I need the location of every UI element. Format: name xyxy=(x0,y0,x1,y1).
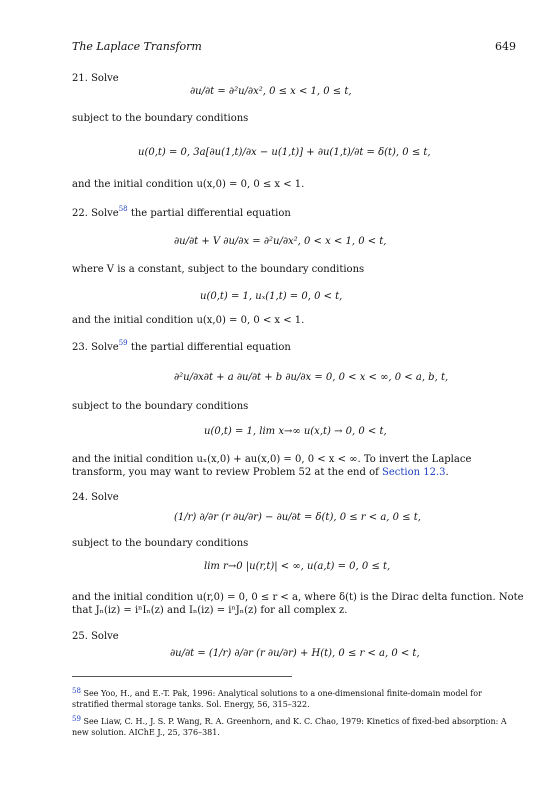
footnote-58 xyxy=(72,686,512,710)
footnote-58-number: 58 xyxy=(72,687,81,695)
problem-21-equation xyxy=(190,86,352,98)
footnote-59-number: 59 xyxy=(72,715,81,723)
problem-23-bc xyxy=(204,426,387,438)
problem-22-label: 22. Solve xyxy=(72,208,119,219)
problem-23-ic-line1: and the initial condition uₓ(x,0) + au(x,0) = 0, 0 < x < ∞. To invert the Laplace xyxy=(72,454,472,465)
problem-23-label: 23. Solve xyxy=(72,342,119,353)
problem-23-label-rest: the partial differential equation xyxy=(127,342,291,353)
problem-23-bc-text: u(0,t) = 1, lim x→∞ u(x,t) → 0, 0 < t, xyxy=(204,426,387,437)
problem-25-label: 25. Solve xyxy=(72,631,119,642)
problem-23-ic-line2-end: . xyxy=(445,467,449,478)
footnote-59 xyxy=(72,714,512,738)
footnote-58-text: See Yoo, H., and E.-T. Pak, 1996: Analytical solutions to a one-dimensional finite-domain model for stratified thermal storage tanks. Sol. Energy, 56, 315–322. xyxy=(72,689,482,709)
problem-23-ic-line2-text: transform, you may want to review Problem 52 at the end of xyxy=(72,467,382,478)
footnote-ref-59[interactable]: 59 xyxy=(118,339,128,347)
problem-23-equation-text: ∂²u/∂x∂t + a ∂u/∂t + b ∂u/∂x = 0, 0 < x < ∞, 0 < a, b, t, xyxy=(174,372,449,383)
problem-22-ic: and the initial condition u(x,0) = 0, 0 < x < 1. xyxy=(72,315,305,326)
footnote-ref-58[interactable]: 58 xyxy=(118,205,128,213)
problem-21-ic: and the initial condition u(x,0) = 0, 0 ≤ x < 1. xyxy=(72,179,305,190)
problem-24-equation-text: (1/r) ∂/∂r (r ∂u/∂r) − ∂u/∂t = δ(t), 0 ≤ r < a, 0 ≤ t, xyxy=(174,512,421,523)
problem-25-equation xyxy=(170,648,420,660)
problem-24-ic-line1: and the initial condition u(r,0) = 0, 0 ≤ r < a, where δ(t) is the Dirac delta function. Note xyxy=(72,592,524,603)
problem-22-after: where V is a constant, subject to the boundary conditions xyxy=(72,264,365,275)
problem-24-after: subject to the boundary conditions xyxy=(72,538,249,549)
problem-24-bc xyxy=(204,561,390,573)
running-title: The Laplace Transform xyxy=(72,40,202,53)
page-number: 649 xyxy=(495,40,516,53)
problem-24-equation xyxy=(174,512,421,524)
footnote-59-text: See Liaw, C. H., J. S. P. Wang, R. A. Greenhorn, and K. C. Chao, 1979: Kinetics of fixed-bed absorption: A new solution. AIChE J., 25, 376–381. xyxy=(72,717,507,737)
problem-21-label: 21. Solve xyxy=(72,73,119,84)
problem-24-ic-line2: that Jₙ(iz) = iⁿIₙ(z) and Iₙ(iz) = iⁿJₙ(z) for all complex z. xyxy=(72,605,348,616)
problem-24-label: 24. Solve xyxy=(72,492,119,503)
problem-22-bc-text: u(0,t) = 1, uₓ(1,t) = 0, 0 < t, xyxy=(200,291,343,302)
problem-23-ic-line2 xyxy=(72,466,449,479)
section-12-3-link[interactable]: Section 12.3 xyxy=(381,467,446,478)
problem-21-equation-text: ∂u/∂t = ∂²u/∂x², 0 ≤ x < 1, 0 ≤ t, xyxy=(190,86,352,97)
problem-21-bc-text: u(0,t) = 0, 3a[∂u(1,t)/∂x − u(1,t)] + ∂u(1,t)/∂t = δ(t), 0 ≤ t, xyxy=(138,147,431,158)
problem-22-bc xyxy=(200,291,342,303)
problem-24-bc-text: lim r→0 |u(r,t)| < ∞, u(a,t) = 0, 0 ≤ t, xyxy=(204,561,391,572)
problem-21-bc xyxy=(138,147,431,159)
problem-23-after: subject to the boundary conditions xyxy=(72,401,249,412)
problem-25-equation-text: ∂u/∂t = (1/r) ∂/∂r (r ∂u/∂r) + H(t), 0 ≤ r < a, 0 < t, xyxy=(170,648,420,659)
running-header xyxy=(72,40,516,56)
problem-21-after: subject to the boundary conditions xyxy=(72,113,249,124)
footnote-rule xyxy=(72,676,292,677)
problem-22-equation xyxy=(174,236,387,248)
problem-23-equation xyxy=(174,372,448,384)
problem-22-intro xyxy=(72,203,291,220)
problem-22-equation-text: ∂u/∂t + V ∂u/∂x = ∂²u/∂x², 0 < x < 1, 0 < t, xyxy=(174,236,387,247)
problem-23-intro xyxy=(72,337,291,354)
problem-22-label-rest: the partial differential equation xyxy=(127,208,291,219)
